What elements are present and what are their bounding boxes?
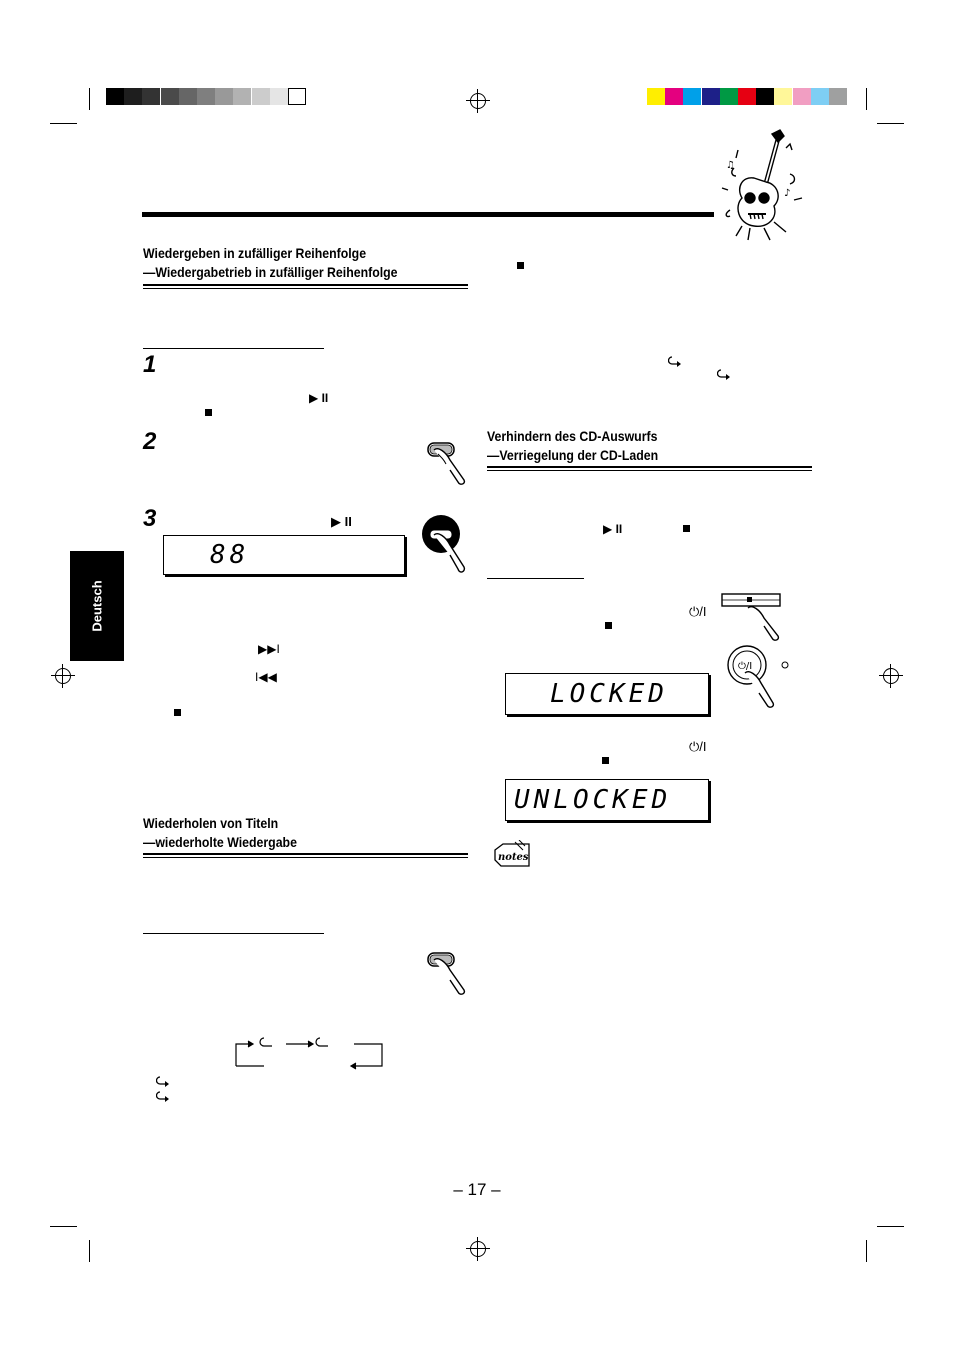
standby-icon: ⏻/I bbox=[689, 739, 707, 754]
color-swatch bbox=[215, 88, 233, 105]
notes-icon bbox=[493, 840, 531, 870]
notes-label: notes bbox=[498, 852, 529, 863]
color-swatch bbox=[142, 88, 160, 105]
color-swatch bbox=[124, 88, 142, 105]
lock-heading-line1: Verhindern des CD-Auswurfs bbox=[487, 428, 658, 444]
stop-icon bbox=[517, 262, 524, 269]
heading-underline bbox=[143, 284, 468, 286]
lock-heading-line2: —Verriegelung der CD-Laden bbox=[487, 447, 659, 463]
cd-lock-heading bbox=[487, 427, 658, 465]
step-number: 1 bbox=[143, 351, 157, 378]
skip-next-icon: ▶▶I bbox=[258, 642, 280, 656]
registration-mark-icon bbox=[883, 668, 899, 684]
pressing-hand-icon bbox=[424, 440, 470, 488]
color-swatch bbox=[774, 88, 792, 105]
play-pause-icon: ▶ II bbox=[309, 391, 329, 405]
procedure-divider bbox=[487, 578, 584, 579]
procedure-divider bbox=[143, 933, 324, 934]
random-heading-line1: Wiedergeben in zufälliger Reihenfolge bbox=[143, 245, 367, 261]
color-swatch bbox=[179, 88, 197, 105]
top-rule bbox=[142, 212, 714, 217]
repeat-icon bbox=[156, 1076, 170, 1088]
lcd-text: UNLOCKED bbox=[514, 785, 672, 815]
color-swatch bbox=[647, 88, 665, 105]
color-swatch bbox=[738, 88, 756, 105]
crop-mark bbox=[89, 88, 90, 110]
stop-icon bbox=[174, 709, 181, 716]
random-heading-line2: —Wiedergabetrieb in zufälliger Reihenfolge bbox=[143, 264, 398, 280]
color-swatch bbox=[829, 88, 847, 105]
heading-underline bbox=[143, 288, 468, 289]
stop-icon bbox=[602, 757, 609, 764]
color-swatch bbox=[756, 88, 774, 105]
crop-mark bbox=[877, 123, 904, 124]
repeat-play-heading bbox=[143, 814, 297, 852]
color-swatch bbox=[811, 88, 829, 105]
pressing-hand-icon bbox=[420, 513, 470, 577]
color-swatch bbox=[252, 88, 270, 105]
heading-underline bbox=[487, 470, 812, 471]
skip-prev-icon: I◀◀ bbox=[255, 670, 277, 684]
stop-icon bbox=[683, 525, 690, 532]
repeat-icon bbox=[156, 1091, 170, 1103]
repeat-mode-cycle-diagram bbox=[232, 1032, 388, 1072]
registration-mark-icon bbox=[55, 668, 71, 684]
color-swatch bbox=[197, 88, 215, 105]
color-swatch bbox=[270, 88, 288, 105]
random-play-heading bbox=[143, 244, 398, 282]
lcd-display-unlocked bbox=[505, 779, 709, 821]
heading-underline bbox=[143, 853, 468, 855]
standby-icon: ⏻/I bbox=[689, 604, 707, 619]
page-number: – 17 – bbox=[453, 1180, 501, 1199]
registration-mark-icon bbox=[470, 93, 486, 109]
svg-text:⏻/I: ⏻/I bbox=[738, 661, 753, 672]
crop-mark bbox=[866, 88, 867, 110]
pressing-hand-icon bbox=[725, 643, 795, 709]
color-swatch bbox=[702, 88, 720, 105]
crop-mark bbox=[866, 1240, 867, 1262]
color-swatch bbox=[720, 88, 738, 105]
color-swatch bbox=[665, 88, 683, 105]
procedure-divider bbox=[143, 348, 324, 349]
crop-mark bbox=[89, 1240, 90, 1262]
crop-mark bbox=[877, 1226, 904, 1227]
svg-text:♪: ♪ bbox=[784, 188, 791, 199]
color-swatch bbox=[233, 88, 251, 105]
heading-underline bbox=[143, 857, 468, 858]
step-number: 2 bbox=[143, 428, 157, 455]
play-pause-icon: ▶ II bbox=[331, 514, 352, 529]
play-pause-icon: ▶ II bbox=[603, 522, 623, 536]
color-swatch bbox=[683, 88, 701, 105]
step-number: 3 bbox=[143, 505, 157, 532]
svg-text:♫: ♫ bbox=[726, 160, 735, 171]
repeat-icon bbox=[717, 369, 731, 381]
color-swatch bbox=[161, 88, 179, 105]
lcd-text: LOCKED bbox=[550, 679, 668, 709]
lcd-text: 88 bbox=[210, 540, 250, 570]
color-swatch bbox=[106, 88, 124, 105]
lcd-display-random bbox=[163, 535, 405, 575]
language-tab-label: Deutsch bbox=[89, 580, 105, 632]
crop-mark bbox=[50, 123, 77, 124]
repeat-heading-line2: —wiederholte Wiedergabe bbox=[143, 834, 297, 850]
stop-icon bbox=[605, 622, 612, 629]
lcd-display-locked bbox=[505, 673, 709, 715]
color-swatch bbox=[793, 88, 811, 105]
color-swatch bbox=[288, 88, 306, 105]
repeat-heading-line1: Wiederholen von Titeln bbox=[143, 815, 279, 831]
guitar-icon bbox=[720, 128, 806, 244]
language-side-tab bbox=[70, 551, 124, 661]
registration-mark-icon bbox=[470, 1241, 486, 1257]
crop-mark bbox=[50, 1226, 77, 1227]
pressing-hand-icon bbox=[424, 950, 470, 998]
heading-underline bbox=[487, 466, 812, 468]
pressing-hand-icon bbox=[720, 592, 784, 642]
stop-icon bbox=[205, 409, 212, 416]
repeat-icon bbox=[668, 356, 682, 368]
